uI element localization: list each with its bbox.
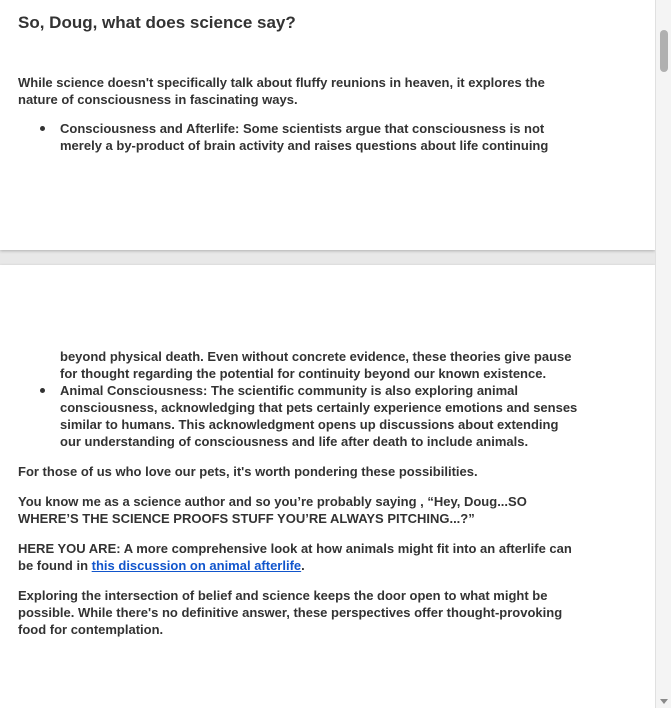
- scroll-down-arrow-icon[interactable]: [660, 699, 668, 704]
- bullet-list-continued: [18, 348, 578, 450]
- bullet-list: [18, 120, 578, 154]
- paragraph-text: HERE YOU ARE: A more comprehensive look at how animals might fit into an afterlife can be found in: [18, 541, 572, 573]
- paragraph-science-author: You know me as a science author and so you’re probably saying , “Hey, Doug...SO WHERE’S THE SCIENCE PROOFS STUFF YOU’RE ALWAYS PITCHING...?”: [18, 494, 527, 526]
- vertical-scrollbar[interactable]: [655, 0, 671, 708]
- document-page-1: [0, 0, 655, 250]
- document-page-2: [0, 265, 655, 708]
- animal-afterlife-link[interactable]: this discussion on animal afterlife: [91, 558, 302, 573]
- list-item-text: beyond physical death. Even without concrete evidence, these theories give pause for thought regarding the potential for continuity beyond our known existence.: [60, 349, 572, 381]
- paragraph-conclusion: Exploring the intersection of belief and science keeps the door open to what might be possible. While there's no definitive answer, these perspectives offer thought-provoking food for contemplation.: [18, 588, 563, 637]
- paragraph-text-end: .: [301, 558, 305, 573]
- list-item-consciousness: [60, 120, 578, 154]
- list-item-animal-consciousness: [60, 382, 578, 450]
- list-item-consciousness-continued: [60, 348, 578, 382]
- paragraph-here-you-are: [18, 540, 578, 574]
- scrollbar-thumb[interactable]: [660, 30, 668, 72]
- list-item-text: Consciousness and Afterlife: Some scientists argue that consciousness is not merely a by-product of brain activity and raises questions about life continuing: [60, 121, 549, 153]
- paragraph-pets: For those of us who love our pets, it's worth pondering these possibilities.: [18, 464, 478, 479]
- list-item-text: Animal Consciousness: The scientific community is also exploring animal consciousness, acknowledging that pets certainly experience emotions and senses similar to humans. This acknowledgment opens up discussions about extending our understanding of consciousness and life after death to include animals.: [60, 383, 578, 449]
- intro-paragraph: While science doesn't specifically talk about fluffy reunions in heaven, it explores the nature of consciousness in fascinating ways.: [18, 75, 545, 107]
- page-2-content: [18, 348, 578, 638]
- page-1-content: [18, 12, 578, 154]
- section-heading: So, Doug, what does science say?: [18, 13, 296, 32]
